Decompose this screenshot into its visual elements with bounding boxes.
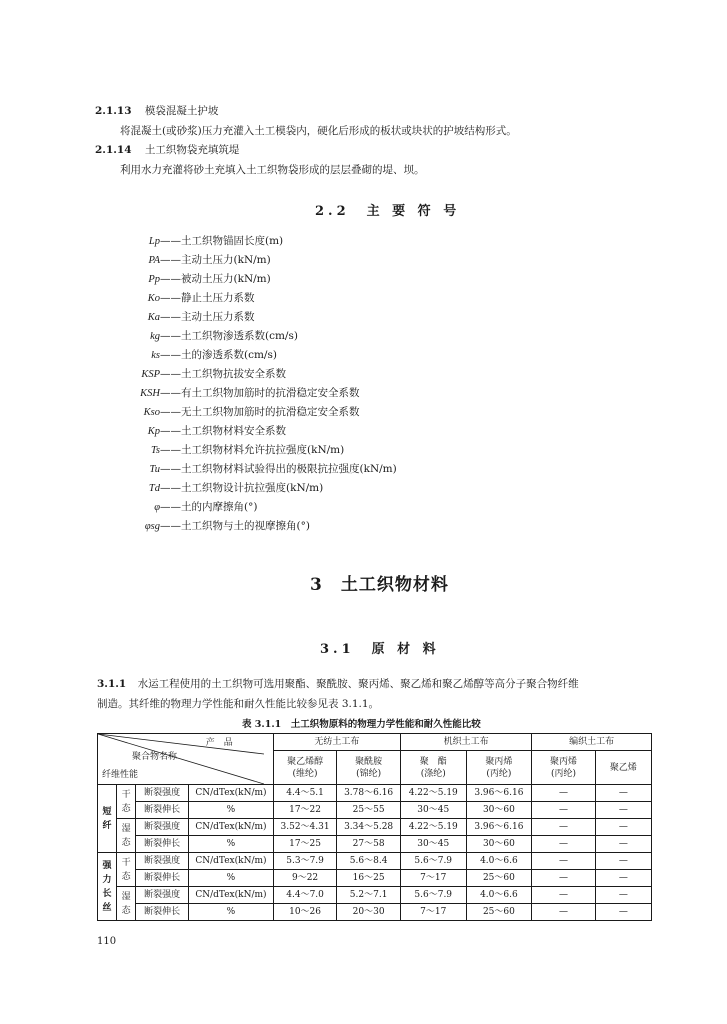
state-cell: 干态 [117, 785, 136, 819]
symbol-description: ——土工织物设计抗拉强度(kN/m) [160, 482, 324, 494]
polymer-header [400, 751, 466, 785]
polymer-trade-name: (锦纶) [356, 768, 382, 779]
header-polymer: 聚合物名称 [132, 752, 178, 762]
table-row [98, 870, 652, 887]
value-cell: — [595, 870, 651, 887]
symbol-row [90, 498, 610, 516]
symbol-description: ——有土工织物加筋时的抗滑稳定安全系数 [160, 387, 360, 399]
definition-2-1-14-heading [95, 142, 239, 158]
symbol-description: ——土工织物材料安全系数 [160, 425, 286, 437]
polymer-name: 聚酰胺 [355, 756, 383, 767]
value-cell: — [532, 853, 596, 870]
symbol-description: ——主动土压力(kN/m) [160, 254, 271, 266]
property-cell: 断裂伸长 [136, 802, 189, 819]
value-cell: 7～17 [400, 904, 466, 921]
group-nonwoven: 无纺土工布 [273, 734, 400, 751]
clause-text: 水运工程使用的土工织物可选用聚酯、聚酰胺、聚丙烯、聚乙烯和聚乙烯醇等高分子聚合物纤维 [137, 678, 579, 690]
value-cell: 3.96～6.16 [466, 785, 532, 802]
state-cell: 湿态 [117, 887, 136, 921]
symbol-row [90, 517, 610, 535]
symbol-description: ——静止土压力系数 [160, 292, 255, 304]
value-cell: 4.4～7.0 [273, 887, 337, 904]
symbol-row [90, 251, 610, 269]
value-cell: 4.0～6.6 [466, 887, 532, 904]
polymer-header [466, 751, 532, 785]
value-cell: 3.34～5.28 [337, 819, 401, 836]
value-cell: 4.22～5.19 [400, 819, 466, 836]
symbol: Pp [148, 274, 160, 285]
clause-number: 2.1.13 [95, 105, 132, 117]
value-cell: — [595, 836, 651, 853]
value-cell: — [532, 785, 596, 802]
value-cell: 17～25 [273, 836, 337, 853]
value-cell: 5.2～7.1 [337, 887, 401, 904]
symbol: Kso [143, 407, 160, 418]
symbol-row [90, 270, 610, 288]
symbol: φ [154, 502, 160, 513]
symbol: ks [151, 350, 160, 361]
unit-cell: % [189, 836, 274, 853]
category-cell: 强力长丝 [98, 853, 117, 921]
symbol-row [90, 289, 610, 307]
symbol: Ko [147, 293, 160, 304]
property-cell: 断裂强度 [136, 887, 189, 904]
value-cell: 30～45 [400, 802, 466, 819]
value-cell: — [595, 887, 651, 904]
polymer-name: 聚丙烯 [550, 756, 578, 767]
value-cell: 5.6～8.4 [337, 853, 401, 870]
definition-2-1-14-body: 利用水力充灌将砂土充填入土工织物袋形成的层层叠砌的堤、坝。 [120, 164, 425, 176]
state-cell: 干态 [117, 853, 136, 887]
unit-cell: CN/dTex(kN/m) [189, 887, 274, 904]
value-cell: 5.6～7.9 [400, 853, 466, 870]
section-3-1-title: 3.1 原 材 料 [320, 642, 440, 657]
symbol-description: ——土工织物材料允许抗拉强度(kN/m) [160, 444, 345, 456]
table-row [98, 785, 652, 802]
chapter-3-title: 3 土工织物材料 [310, 575, 449, 595]
polymer-trade-name: (丙纶) [486, 768, 512, 779]
symbol-row [90, 441, 610, 459]
header-fiber: 纤维性能 [102, 770, 139, 780]
clause-title: 模袋混凝土护坡 [144, 105, 219, 117]
value-cell: 20～30 [337, 904, 401, 921]
polymer-header [595, 751, 651, 785]
unit-cell: CN/dTex(kN/m) [189, 785, 274, 802]
value-cell: 17～22 [273, 802, 337, 819]
definition-2-1-13-body: 将混凝土(或砂浆)压力充灌入土工模袋内，硬化后形成的板状或块状的护坡结构形式。 [120, 125, 517, 137]
symbol-row [90, 403, 610, 421]
polymer-header [337, 751, 401, 785]
group-woven: 机织土工布 [400, 734, 531, 751]
polymer-name: 聚 酯 [419, 756, 447, 767]
value-cell: 5.3～7.9 [273, 853, 337, 870]
value-cell: — [532, 802, 596, 819]
symbol-description: ——土工织物锚固长度(m) [160, 235, 284, 247]
value-cell: 4.0～6.6 [466, 853, 532, 870]
value-cell: — [532, 819, 596, 836]
table-body [98, 785, 652, 921]
symbol-row [90, 327, 610, 345]
symbol-description: ——主动土压力系数 [160, 311, 255, 323]
polymer-header [532, 751, 596, 785]
unit-cell: % [189, 870, 274, 887]
material-properties-table [97, 733, 652, 921]
symbol: Ts [151, 445, 160, 456]
value-cell: 9～22 [273, 870, 337, 887]
definition-2-1-13-heading [95, 103, 218, 119]
value-cell: 10～26 [273, 904, 337, 921]
symbol-row [90, 460, 610, 478]
table-caption: 表 3.1.1 土工织物原料的物理力学性能和耐久性能比较 [242, 719, 481, 730]
unit-cell: CN/dTex(kN/m) [189, 819, 274, 836]
symbol-row [90, 384, 610, 402]
value-cell: — [595, 785, 651, 802]
clause-3-1-1-line1 [97, 676, 579, 692]
symbol: Ka [147, 312, 160, 323]
value-cell: 25～60 [466, 870, 532, 887]
table-row [98, 887, 652, 904]
state-cell: 湿态 [117, 819, 136, 853]
symbol: φsg [144, 521, 160, 532]
property-cell: 断裂强度 [136, 785, 189, 802]
symbol-row [90, 422, 610, 440]
symbol: Lp [148, 236, 160, 247]
symbol-row [90, 308, 610, 326]
symbol: Td [148, 483, 160, 494]
symbol-description: ——土的渗透系数(cm/s) [160, 349, 277, 361]
polymer-name: 聚乙烯醇 [287, 756, 324, 767]
polymer-name: 聚乙烯 [609, 762, 637, 773]
property-cell: 断裂伸长 [136, 870, 189, 887]
unit-cell: CN/dTex(kN/m) [189, 853, 274, 870]
symbol: KSH [140, 388, 160, 399]
value-cell: 3.96～6.16 [466, 819, 532, 836]
property-cell: 断裂伸长 [136, 836, 189, 853]
unit-cell: % [189, 904, 274, 921]
value-cell: 4.22～5.19 [400, 785, 466, 802]
symbol: kg [150, 331, 160, 342]
polymer-name: 聚丙烯 [485, 756, 513, 767]
symbol: Tu [149, 464, 160, 475]
table-row [98, 836, 652, 853]
polymer-trade-name: (涤纶) [420, 768, 446, 779]
property-cell: 断裂强度 [136, 853, 189, 870]
symbol: PA [148, 255, 160, 266]
symbol-row [90, 365, 610, 383]
section-2-2-title: 2.2 主 要 符 号 [315, 204, 461, 219]
value-cell: 25～60 [466, 904, 532, 921]
value-cell: — [532, 887, 596, 904]
clause-number: 3.1.1 [97, 678, 127, 690]
symbol-row [90, 232, 610, 250]
group-knitted: 编织土工布 [532, 734, 652, 751]
value-cell: 30～60 [466, 802, 532, 819]
value-cell: 5.6～7.9 [400, 887, 466, 904]
value-cell: 4.4～5.1 [273, 785, 337, 802]
value-cell: — [595, 904, 651, 921]
value-cell: — [595, 853, 651, 870]
property-cell: 断裂伸长 [136, 904, 189, 921]
table-header-diagonal [98, 734, 274, 785]
value-cell: 27～58 [337, 836, 401, 853]
page-number: 110 [97, 936, 117, 947]
value-cell: 16～25 [337, 870, 401, 887]
symbol-row [90, 346, 610, 364]
value-cell: 30～45 [400, 836, 466, 853]
polymer-header [273, 751, 337, 785]
value-cell: 3.78～6.16 [337, 785, 401, 802]
value-cell: 3.52～4.31 [273, 819, 337, 836]
clause-title: 土工织物袋充填筑堤 [144, 144, 240, 156]
value-cell: — [532, 904, 596, 921]
table-row [98, 819, 652, 836]
polymer-trade-name: (丙纶) [550, 768, 577, 779]
symbol-row [90, 479, 610, 497]
table-row [98, 802, 652, 819]
value-cell: — [532, 836, 596, 853]
value-cell: — [532, 870, 596, 887]
clause-3-1-1-line2: 制造。其纤维的物理力学性能和耐久性能比较参见表 3.1.1。 [97, 698, 380, 710]
clause-number: 2.1.14 [95, 144, 132, 156]
symbol-description: ——土工织物与土的视摩擦角(°) [160, 520, 310, 532]
symbol-description: ——土工织物材料试验得出的极限抗拉强度(kN/m) [160, 463, 397, 475]
symbol-description: ——被动土压力(kN/m) [160, 273, 271, 285]
symbol-description: ——土工织物渗透系数(cm/s) [160, 330, 298, 342]
table-row [98, 853, 652, 870]
value-cell: 30～60 [466, 836, 532, 853]
property-cell: 断裂强度 [136, 819, 189, 836]
unit-cell: % [189, 802, 274, 819]
value-cell: — [595, 819, 651, 836]
category-cell: 短纤 [98, 785, 117, 853]
symbol-description: ——土的内摩擦角(°) [160, 501, 258, 513]
symbol: KSP [141, 369, 160, 380]
value-cell: 7～17 [400, 870, 466, 887]
symbol: Kp [147, 426, 160, 437]
value-cell: — [595, 802, 651, 819]
table-row [98, 904, 652, 921]
value-cell: 25～55 [337, 802, 401, 819]
polymer-trade-name: (维纶) [292, 768, 318, 779]
header-product: 产 品 [205, 738, 233, 748]
symbol-description: ——无土工织物加筋时的抗滑稳定安全系数 [160, 406, 360, 418]
symbol-description: ——土工织物抗拔安全系数 [160, 368, 286, 380]
